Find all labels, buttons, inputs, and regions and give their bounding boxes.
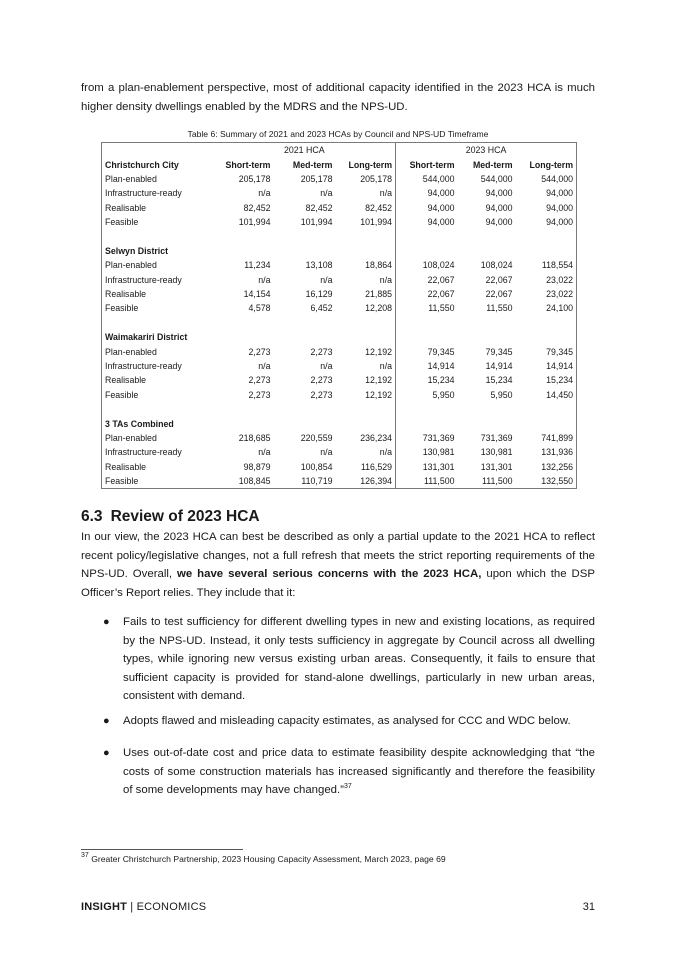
table-cell: 5,950 <box>396 388 458 402</box>
empty-cell <box>396 330 458 344</box>
section-name: Selwyn District <box>105 245 169 256</box>
table-cell: 741,899 <box>541 433 574 443</box>
row-label: Infrastructure-ready <box>105 447 182 458</box>
table-cell: 15,234 <box>546 375 574 386</box>
table-cell: 6,452 <box>310 303 333 314</box>
table-section-header-row <box>102 244 577 258</box>
table-cell: n/a <box>258 361 271 372</box>
table-cell: 14,154 <box>243 289 271 300</box>
hca-summary-table <box>101 142 577 489</box>
bullet-text: Adopts flawed and misleading capacity estimates, as analysed for CCC and WDC below. <box>123 715 571 727</box>
table-cell: n/a <box>320 188 333 199</box>
row-label: Plan-enabled <box>105 433 157 443</box>
table-cell: 11,550 <box>396 301 458 315</box>
spacer-cell <box>214 316 274 330</box>
footnote-ref[interactable]: 37 <box>343 783 352 791</box>
table-row <box>102 388 577 402</box>
table-cell: 98,879 <box>243 461 271 472</box>
table-cell: n/a <box>258 447 271 458</box>
table-cell: 2,273 <box>248 389 271 400</box>
table-cell: 14,914 <box>485 361 513 372</box>
page-number: 31 <box>582 901 595 913</box>
table-cell: 14,450 <box>546 389 574 400</box>
row-label: Realisable <box>105 202 147 213</box>
empty-cell <box>516 416 577 430</box>
table-cell: 82,452 <box>365 202 393 213</box>
row-label: Realisable <box>105 461 147 472</box>
spacer-cell <box>214 229 274 243</box>
table-row <box>102 474 577 489</box>
table-spacer-row <box>102 402 577 416</box>
table-cell: 116,529 <box>360 461 393 472</box>
bullet-item <box>81 613 595 706</box>
spacer-cell <box>102 402 214 416</box>
table-cell: 11,234 <box>244 260 271 271</box>
table-cell: 23,022 <box>546 274 574 285</box>
table-cell: 94,000 <box>485 217 513 228</box>
table-cell: 205,178 <box>238 173 271 184</box>
spacer-cell <box>458 316 516 330</box>
table-row <box>102 287 577 301</box>
table-cell: 2,273 <box>310 389 333 400</box>
bullet-text: Fails to test sufficiency for different dwelling types in new and existing locations, as required by the NPS-UD. Instead, it only tests sufficiency in aggregate by Council across all dwelling types, while ignoring new versus existing urban areas. Consequently, it fails to ensure that sufficient capacity is provided for stand-alone dwellings, particularly in new urban areas, consistent with demand. <box>123 616 595 703</box>
row-label: Feasible <box>105 476 139 487</box>
table-row <box>102 373 577 387</box>
bullet-dot-icon: ● <box>103 715 110 727</box>
section-heading <box>81 508 260 526</box>
footnote-divider <box>81 849 243 850</box>
row-label: Plan-enabled <box>105 173 157 184</box>
table-cell: 101,994 <box>360 217 393 228</box>
empty-cell <box>458 330 516 344</box>
bullet-text-content: Uses out-of-date cost and price data to estimate feasibility despite acknowledging that “the costs of some construction materials has increased significantly and therefore the feasibility of some developments may have changed.” <box>123 747 595 797</box>
spacer-cell <box>396 229 458 243</box>
table-row <box>102 431 577 445</box>
review-para-end: upon which the DSP Officer’s Report relies. They include that it: <box>81 568 595 599</box>
group-2021-header: 2021 HCA <box>283 145 325 156</box>
table-cell: 118,554 <box>541 260 574 271</box>
spacer-cell <box>102 229 214 243</box>
footer-brand <box>81 901 206 913</box>
spacer-cell <box>274 229 336 243</box>
table-cell: 82,452 <box>305 202 333 213</box>
empty-cell <box>336 244 396 258</box>
row-label: Plan-enabled <box>105 346 157 357</box>
table-cell: 14,914 <box>546 361 574 372</box>
empty-cell <box>214 244 274 258</box>
table-cell: 79,345 <box>396 344 458 358</box>
section-title: Review of 2023 HCA <box>110 508 260 525</box>
table-cell: 94,000 <box>485 202 513 213</box>
table-cell: n/a <box>320 447 333 458</box>
table-cell: 22,067 <box>485 289 513 300</box>
empty-cell <box>336 330 396 344</box>
footer-brand-bold: INSIGHT <box>81 901 128 913</box>
column-header: Long-term <box>348 159 393 170</box>
empty-cell <box>516 330 577 344</box>
table-cell: 132,550 <box>541 476 574 487</box>
table-cell: 94,000 <box>396 215 458 229</box>
spacer-cell <box>516 229 577 243</box>
table-cell: n/a <box>258 188 271 199</box>
table-cell: n/a <box>320 274 333 285</box>
table-cell: 2,273 <box>248 375 271 386</box>
empty-cell <box>336 416 396 430</box>
table-body <box>102 157 577 488</box>
spacer-cell <box>396 402 458 416</box>
column-header: Short-term <box>396 157 458 171</box>
table-cell: n/a <box>379 274 393 285</box>
table-cell: 24,100 <box>546 303 574 314</box>
table-cell: 11,550 <box>486 303 513 314</box>
table-cell: 101,994 <box>238 217 271 228</box>
spacer-cell <box>336 316 396 330</box>
table-cell: 108,024 <box>480 260 513 271</box>
table-row <box>102 273 577 287</box>
table-cell: 111,500 <box>396 474 458 489</box>
table-cell: 131,301 <box>396 460 458 474</box>
table-cell: n/a <box>320 361 333 372</box>
empty-cell <box>458 244 516 258</box>
table-cell: 731,369 <box>480 433 513 443</box>
table-cell: 21,885 <box>365 289 393 300</box>
spacer-cell <box>336 402 396 416</box>
table-cell: 5,950 <box>490 389 513 400</box>
table-cell: 131,301 <box>480 461 513 472</box>
table-cell: 101,994 <box>300 217 333 228</box>
spacer-cell <box>516 316 577 330</box>
spacer-cell <box>274 316 336 330</box>
table-cell: 544,000 <box>480 173 513 184</box>
table-cell: 12,192 <box>365 346 393 357</box>
table-cell: 108,845 <box>238 476 271 487</box>
footnote-text: Greater Christchurch Partnership, 2023 Housing Capacity Assessment, March 2023, page 69 <box>91 854 446 864</box>
intro-paragraph: from a plan-enablement perspective, most of additional capacity identified in the 2023 HCA is much higher density dwellings enabled by the MDRS and the NPS-UD. <box>81 82 595 113</box>
table-cell: 23,022 <box>546 289 574 300</box>
bullet-dot-icon: ● <box>103 616 110 628</box>
table-cell: 130,981 <box>396 445 458 459</box>
table-cell: 110,719 <box>301 476 333 487</box>
section-name: Christchurch City <box>105 159 179 170</box>
row-label: Infrastructure-ready <box>105 188 182 199</box>
spacer-cell <box>274 402 336 416</box>
table-row <box>102 460 577 474</box>
column-header: Long-term <box>529 159 574 170</box>
table-spacer-row <box>102 316 577 330</box>
table-cell: 18,864 <box>365 260 393 271</box>
table-cell: 94,000 <box>396 186 458 200</box>
review-para-bold: we have several serious concerns with the 2023 HCA, <box>177 568 482 581</box>
table-cell: 205,178 <box>360 173 393 184</box>
row-label: Feasible <box>105 389 139 400</box>
table-cell: 132,256 <box>541 461 574 472</box>
table-cell: 94,000 <box>546 217 574 228</box>
table-row <box>102 215 577 229</box>
table-cell: 131,936 <box>541 447 574 458</box>
spacer-cell <box>336 229 396 243</box>
footnote <box>81 854 446 864</box>
table-cell: 4,578 <box>248 303 271 314</box>
bullet-dot-icon: ● <box>103 747 110 759</box>
table-section-header-row <box>102 157 577 171</box>
table-section-header-row <box>102 416 577 430</box>
table-cell: 22,067 <box>396 287 458 301</box>
footer-divider: | <box>130 901 134 913</box>
spacer-cell <box>396 316 458 330</box>
table-cell: 100,854 <box>300 461 333 472</box>
table-cell: 94,000 <box>546 188 574 199</box>
group-2023-header: 2023 HCA <box>396 143 577 158</box>
footnote-number: 37 <box>81 852 89 859</box>
spacer-cell <box>458 229 516 243</box>
table-caption: Table 6: Summary of 2021 and 2023 HCAs by Council and NPS-UD Timeframe <box>187 129 489 139</box>
table-cell: 12,208 <box>365 303 393 314</box>
column-header: Med-term <box>472 159 513 170</box>
table-cell: 220,559 <box>300 433 333 443</box>
table-cell: 22,067 <box>396 273 458 287</box>
table-cell: 218,685 <box>238 433 271 443</box>
table-cell: 16,129 <box>305 289 333 300</box>
empty-cell <box>274 330 336 344</box>
spacer-cell <box>214 402 274 416</box>
table-cell: 2,273 <box>248 346 271 357</box>
row-label: Infrastructure-ready <box>105 274 182 285</box>
table-cell: 14,914 <box>396 359 458 373</box>
column-header: Short-term <box>225 159 271 170</box>
table-cell: n/a <box>258 274 271 285</box>
spacer-cell <box>102 316 214 330</box>
table-row <box>102 445 577 459</box>
table-cell: 236,234 <box>360 433 393 443</box>
table-cell: 13,108 <box>305 260 333 271</box>
table-row <box>102 344 577 358</box>
empty-cell <box>458 416 516 430</box>
table-cell: 126,394 <box>360 476 393 487</box>
review-paragraph <box>81 528 595 602</box>
footer-brand-rest: ECONOMICS <box>136 901 207 913</box>
row-label: Plan-enabled <box>105 260 157 271</box>
table-cell: 79,345 <box>546 346 574 357</box>
table-row <box>102 359 577 373</box>
column-header: Med-term <box>292 159 333 170</box>
bullet-item <box>81 744 595 800</box>
table-group-header-row <box>102 143 577 158</box>
spacer-cell <box>516 402 577 416</box>
table-cell: 94,000 <box>396 201 458 215</box>
table-cell: 731,369 <box>396 431 458 445</box>
row-label: Realisable <box>105 289 147 300</box>
table-cell: 94,000 <box>485 188 513 199</box>
empty-cell <box>274 416 336 430</box>
table-cell: 22,067 <box>485 274 513 285</box>
table-cell: 544,000 <box>541 173 574 184</box>
review-para-start: In our view, the 2023 HCA can best be described as only a partial update to the 2021 HCA to reflect recent policy/legislative changes, not a full refresh that meets the strict reporting requirements of the NPS-UD. Overall, <box>81 531 595 581</box>
row-label: Feasible <box>105 303 139 314</box>
table-cell: 12,192 <box>365 389 393 400</box>
table-cell: 82,452 <box>243 202 271 213</box>
row-label: Feasible <box>105 217 139 228</box>
spacer-cell <box>458 402 516 416</box>
empty-cell <box>516 244 577 258</box>
header-empty <box>102 143 214 158</box>
table-row <box>102 186 577 200</box>
table-cell: 205,178 <box>300 173 333 184</box>
table-spacer-row <box>102 229 577 243</box>
section-name: 3 TAs Combined <box>105 418 174 429</box>
table-row <box>102 258 577 272</box>
table-cell: 2,273 <box>310 346 333 357</box>
table-section-header-row <box>102 330 577 344</box>
table-cell: 12,192 <box>365 375 393 386</box>
bullet-text <box>123 744 595 800</box>
row-label: Infrastructure-ready <box>105 361 182 372</box>
table-cell: 79,345 <box>485 346 513 357</box>
table-cell: 15,234 <box>485 375 513 386</box>
table-cell: 94,000 <box>546 202 574 213</box>
empty-cell <box>274 244 336 258</box>
section-name: Waimakariri District <box>105 332 188 343</box>
table-row <box>102 172 577 186</box>
table-cell: 2,273 <box>310 375 333 386</box>
empty-cell <box>396 416 458 430</box>
table-row <box>102 201 577 215</box>
table-cell: n/a <box>379 447 393 458</box>
table-cell: 15,234 <box>396 373 458 387</box>
bullet-item <box>81 712 595 731</box>
table-cell: 544,000 <box>396 172 458 186</box>
empty-cell <box>396 244 458 258</box>
empty-cell <box>214 416 274 430</box>
table-cell: 130,981 <box>480 447 513 458</box>
table-cell: n/a <box>379 188 393 199</box>
empty-cell <box>214 330 274 344</box>
table-row <box>102 301 577 315</box>
table-cell: 111,500 <box>482 476 513 487</box>
table-cell: n/a <box>379 361 393 372</box>
section-number: 6.3 <box>81 508 103 525</box>
table-cell: 108,024 <box>396 258 458 272</box>
row-label: Realisable <box>105 375 147 386</box>
